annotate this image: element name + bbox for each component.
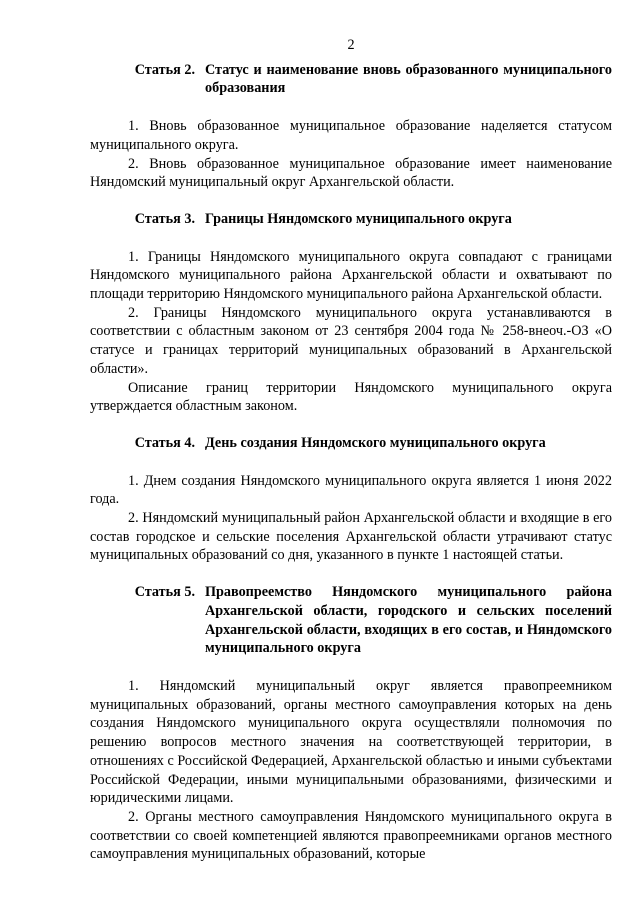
paragraph: 1. Днем создания Няндомского муниципального округа является 1 июня 2022 года. (90, 472, 612, 508)
article-title: Границы Няндомского муниципального округа (205, 210, 512, 227)
article-4-heading (90, 434, 612, 453)
article-2-heading (90, 61, 612, 98)
article-5-heading (90, 583, 612, 658)
paragraph: 1. Границы Няндомского муниципального округа совпадают с границами Няндомского муниципального района Архангельской области и охватывают по площади территорию Няндомского муниципального района Архангельской области. (90, 248, 612, 303)
page-number: 2 (347, 37, 355, 53)
paragraph: 2. Органы местного самоуправления Няндомского муниципального округа в соответствии со своей компетенцией являются правопреемниками органов местного самоуправления муниципальных образований, которые (90, 808, 612, 863)
article-title: Правопреемство Няндомского муниципального района Архангельской области, городского и сельских поселений Архангельской области, входящих в его состав, и Няндомского муниципального округа (205, 584, 612, 657)
paragraph: Описание границ территории Няндомского муниципального округа утверждается областным законом. (90, 379, 612, 415)
article-number: Статья 5. (134, 584, 195, 601)
article-number: Статья 4. (134, 434, 195, 451)
paragraph: 1. Вновь образованное муниципальное образование наделяется статусом муниципального округа. (90, 118, 612, 153)
paragraph: 2. Няндомский муниципальный район Архангельской области и входящие в его состав городское и сельские поселения Архангельской области утрачивают статус муниципальных образований со дня, указанного в пункте 1 настоящей статьи. (90, 510, 612, 564)
paragraph: 1. Няндомский муниципальный округ является правопреемником муниципальных образований, органы местного самоуправления которых на день создания Няндомского муниципального округа осуществляли полномочия по решению вопросов местного значения на соответствующей территории, в отношениях с Российской Федерацией, Архангельской областью и иными субъектами Российской Федерации, иными муниципальными образованиями, физическими и юридическими лицами. (90, 677, 612, 807)
article-number: Статья 3. (134, 210, 195, 227)
article-title: Статус и наименование вновь образованного муниципального образования (205, 61, 612, 97)
article-title: День создания Няндомского муниципального округа (205, 434, 546, 451)
document-page (90, 36, 612, 864)
article-number: Статья 2. (134, 61, 195, 78)
article-3-heading (90, 210, 612, 229)
paragraph: 2. Вновь образованное муниципальное образование имеет наименование Няндомский муниципальный округ Архангельской области. (90, 155, 612, 191)
paragraph: 2. Границы Няндомского муниципального округа устанавливаются в соответствии с областным законом от 23 сентября 2004 года № 258-внеоч.-ОЗ «О статусе и границах территорий муниципальных образований в Архангельской области». (90, 304, 612, 377)
